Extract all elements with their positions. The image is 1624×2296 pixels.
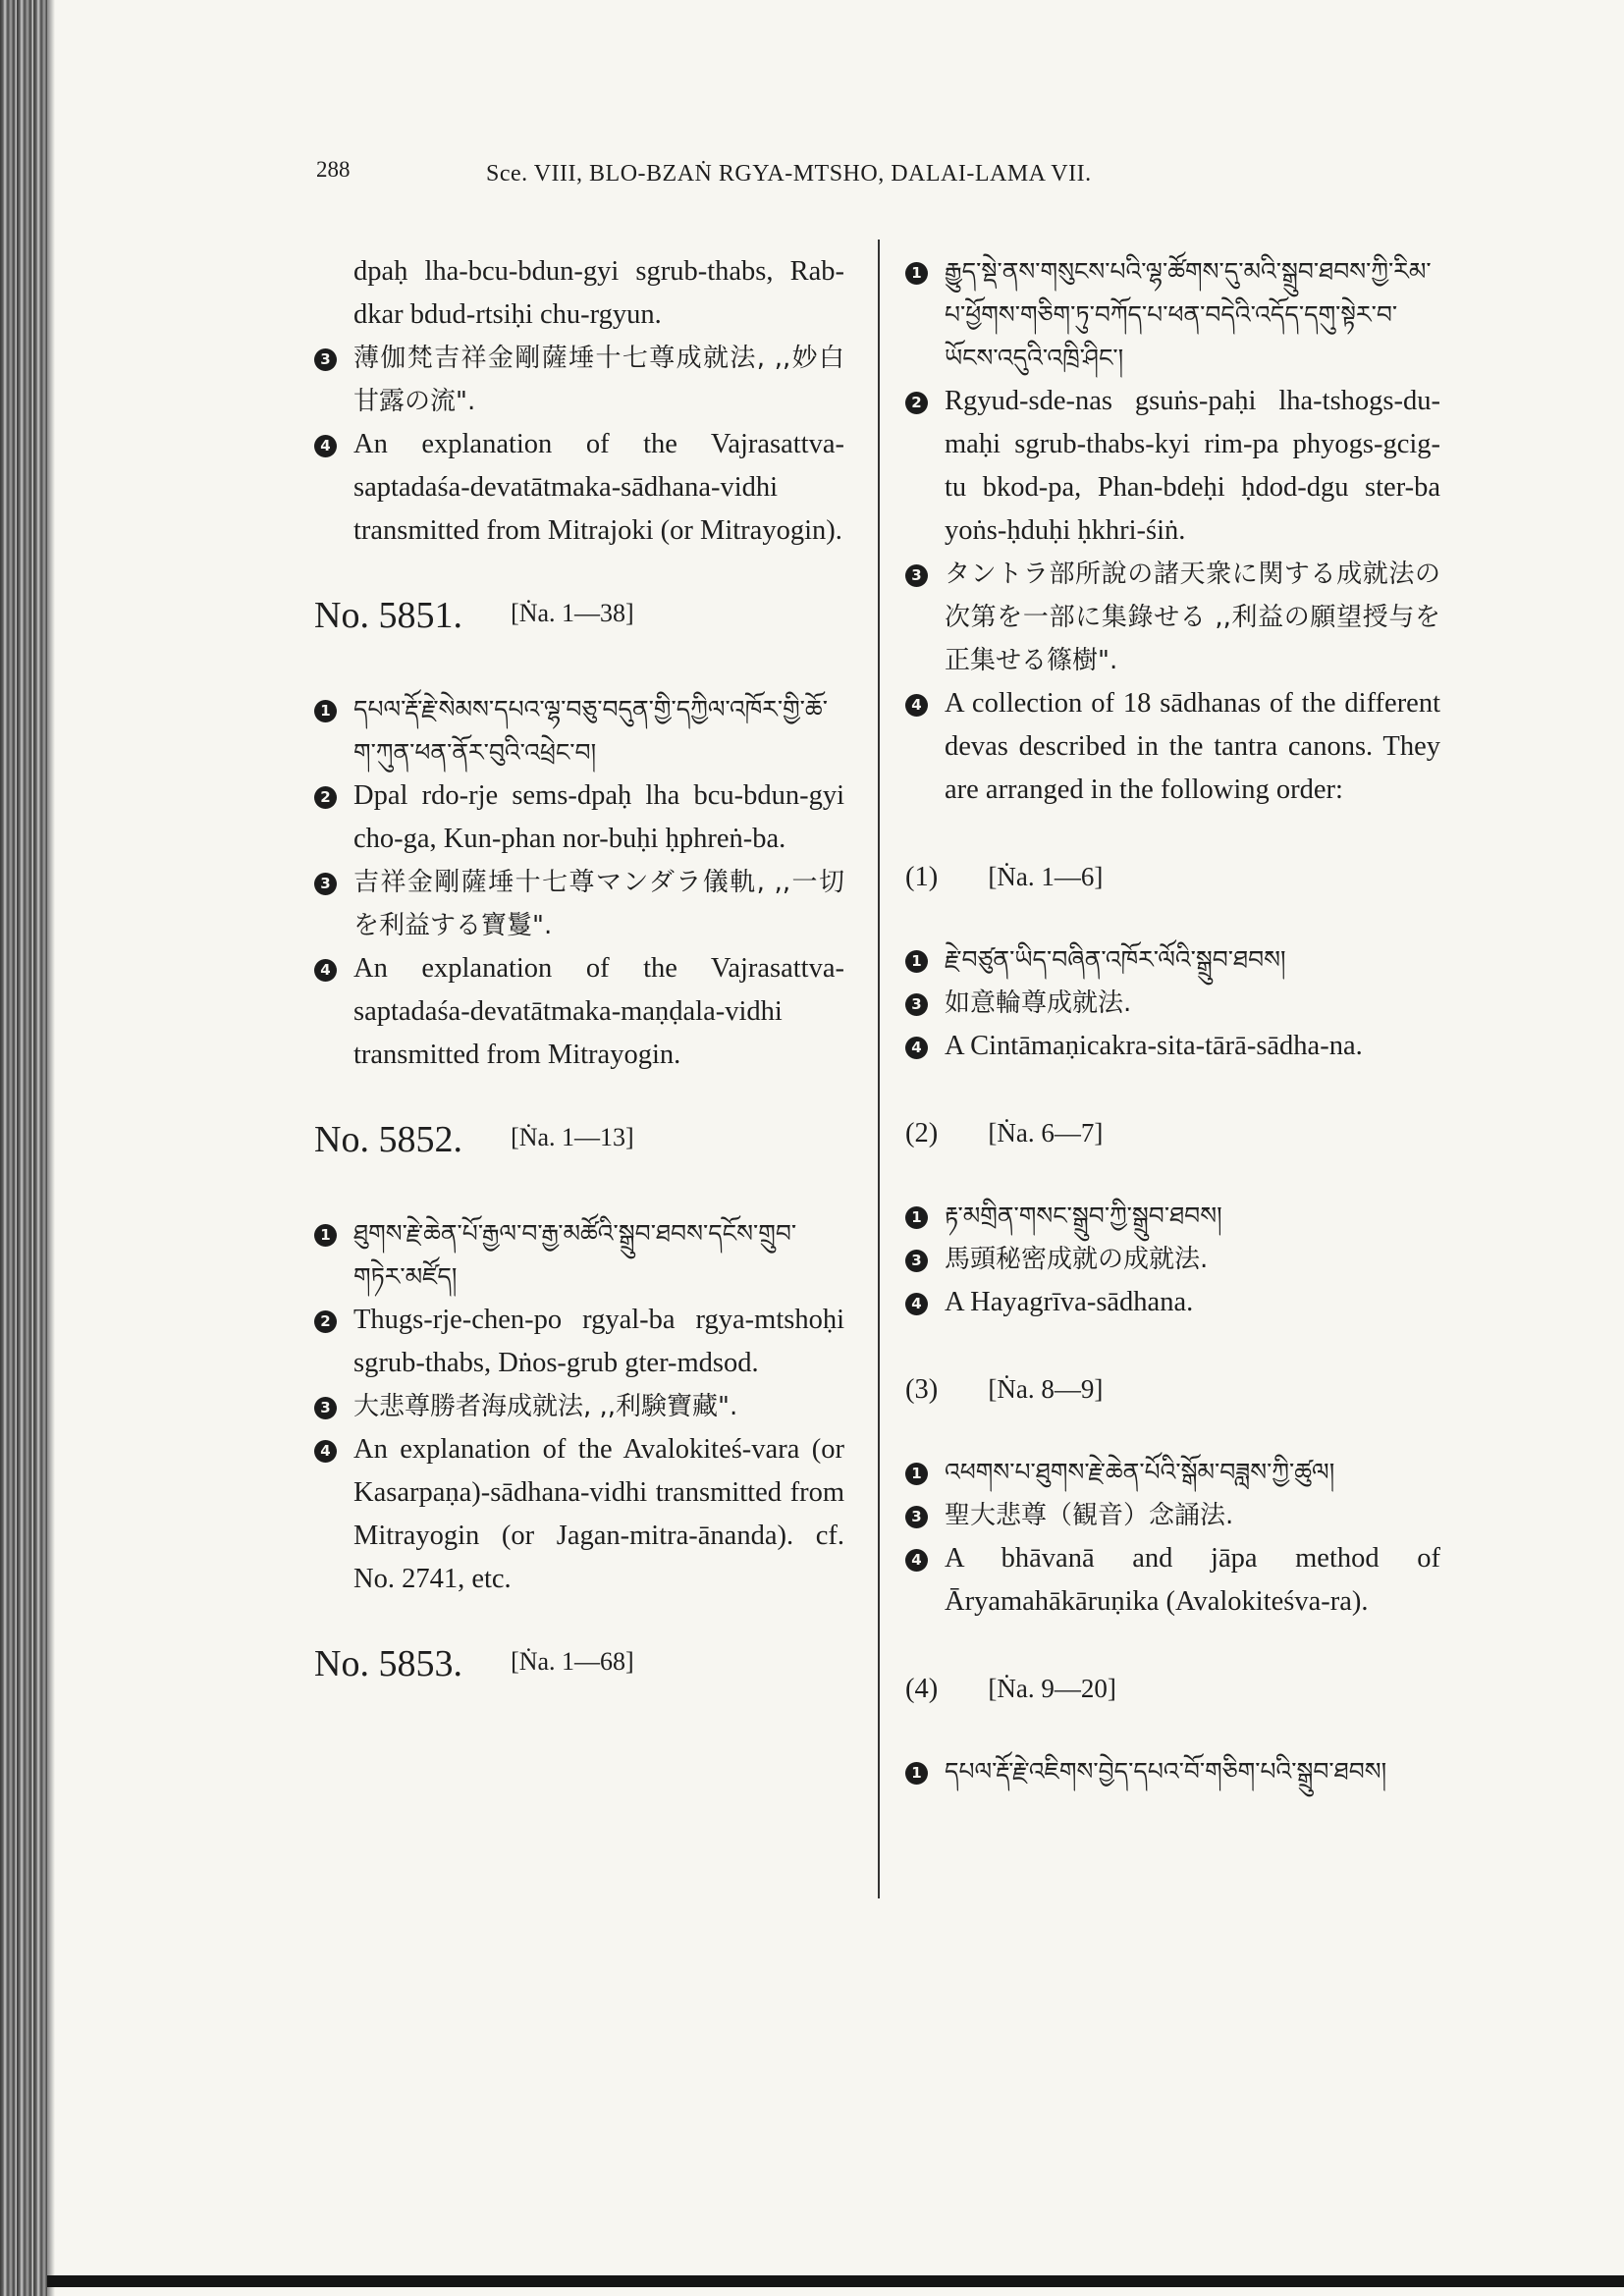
tibetan-title: རྗེ་བཙུན་ཡིད་བཞིན་འཁོར་ལོའི་སྒྲུབ་ཐབས།: [945, 945, 1286, 974]
folio-reference: [Ṅa. 8—9]: [988, 1374, 1104, 1404]
folio-reference: [Ṅa. 1—38]: [511, 599, 634, 627]
left-column: [314, 250, 844, 1736]
marker-2-icon: 2: [314, 786, 337, 809]
japanese-title: 如意輪尊成就法.: [945, 988, 1132, 1018]
marker-4-icon: 4: [905, 1549, 928, 1572]
entry-5852-tibetan: [314, 1212, 844, 1299]
marker-1-icon: 1: [905, 1463, 928, 1485]
entry-5852-heading: [314, 1116, 844, 1165]
entry-5853-tibetan: [905, 250, 1440, 380]
japanese-title: 馬頭秘密成就の成就法.: [945, 1245, 1209, 1274]
entry-5852-japanese: [314, 1385, 844, 1428]
marker-2-icon: 2: [314, 1310, 337, 1333]
group-1-tibetan: [905, 938, 1440, 982]
folio-reference: [Ṅa. 1—68]: [511, 1647, 634, 1676]
japanese-title: 吉祥金剛薩埵十七尊マンダラ儀軌, ,,一切を利益する寶鬘".: [353, 868, 844, 940]
marker-4-icon: 4: [314, 435, 337, 457]
continued-english: [314, 423, 844, 553]
folio-reference: [Ṅa. 9—20]: [988, 1674, 1116, 1703]
english-description: A collection of 18 sādhanas of the different devas described in the tantra canons. They are arranged in the following order:: [945, 688, 1440, 805]
group-2-heading: [905, 1111, 1440, 1155]
entry-5851-english: [314, 947, 844, 1077]
entry-number: No. 5853.: [314, 1643, 462, 1684]
group-3-heading: [905, 1367, 1440, 1412]
english-description: A bhāvanā and jāpa method of Āryamahākāruṇika (Avalokiteśva-ra).: [945, 1543, 1440, 1617]
right-column: [905, 250, 1440, 1793]
marker-4-icon: 4: [314, 959, 337, 982]
marker-4-icon: 4: [905, 1037, 928, 1059]
group-1-heading: [905, 855, 1440, 899]
entry-5853-japanese: [905, 553, 1440, 682]
group-2-tibetan: [905, 1195, 1440, 1238]
english-description: An explanation of the Avalokiteś-vara (or Kasarpaṇa)-sādhana-vidhi transmitted from Mitrayogin (or Jagan-mitra-ānanda). cf. No. 2741, etc.: [353, 1434, 844, 1594]
marker-3-icon: 3: [905, 564, 928, 587]
entry-5852-romanized: [314, 1299, 844, 1385]
group-3-english: [905, 1537, 1440, 1624]
page-bottom-edge: [47, 2275, 1624, 2287]
tibetan-title: རྒྱུད་སྡེ་ནས་གསུངས་པའི་ལྷ་ཚོགས་དུ་མའི་སྒྲུབ་ཐབས་ཀྱི་རིམ་པ་ཕྱོགས་གཅིག་ཏུ་བཀོད་པ་ཕན་བདེའི་འདོད་དགུ་སྟེར་བ་ཡོངས་འདུའི་འཁྲི་ཤིང་།: [945, 257, 1432, 372]
marker-1-icon: 1: [905, 262, 928, 285]
folio-reference: [Ṅa. 1—13]: [511, 1123, 634, 1151]
marker-3-icon: 3: [314, 348, 337, 371]
tibetan-title: དཔལ་རྡོ་རྗེ་འཇིགས་བྱེད་དཔའ་བོ་གཅིག་པའི་སྒྲུབ་ཐབས།: [945, 1757, 1387, 1786]
entry-5852-english: [314, 1428, 844, 1601]
continued-japanese: [314, 337, 844, 423]
group-1-english: [905, 1025, 1440, 1068]
entry-number: No. 5851.: [314, 595, 462, 636]
entry-5851-heading: [314, 592, 844, 641]
romanized-title: Dpal rdo-rje sems-dpaḥ lha bcu-bdun-gyi cho-ga, Kun-phan nor-buḥi ḥphreṅ-ba.: [353, 780, 844, 854]
entry-5851-japanese: [314, 861, 844, 947]
japanese-title: 大悲尊勝者海成就法, ,,利験寶藏".: [353, 1392, 738, 1421]
marker-3-icon: 3: [314, 873, 337, 895]
marker-3-icon: 3: [314, 1397, 337, 1419]
entry-5853-romanized: [905, 380, 1440, 553]
entry-5851-tibetan: [314, 688, 844, 774]
marker-4-icon: 4: [314, 1440, 337, 1463]
marker-1-icon: 1: [314, 700, 337, 722]
folio-reference: [Ṅa. 6—7]: [988, 1118, 1104, 1148]
group-3-tibetan: [905, 1451, 1440, 1494]
group-1-japanese: [905, 982, 1440, 1025]
group-2-japanese: [905, 1238, 1440, 1281]
tibetan-title: འཕགས་པ་ཐུགས་རྗེ་ཆེན་པོའི་སྒོམ་བཟླས་ཀྱི་ཚུལ།: [945, 1458, 1335, 1486]
marker-1-icon: 1: [314, 1224, 337, 1247]
running-head: Sce. VIII, BLO-BZAṄ RGYA-MTSHO, DALAI-LAMA VII.: [486, 161, 1092, 187]
marker-4-icon: 4: [905, 1293, 928, 1315]
group-label: (1): [905, 862, 939, 892]
entry-number: No. 5852.: [314, 1119, 462, 1160]
tibetan-title: རྟ་མགྲིན་གསང་སྒྲུབ་ཀྱི་སྒྲུབ་ཐབས།: [945, 1201, 1222, 1230]
japanese-title: 薄伽梵吉祥金剛薩埵十七尊成就法, ,,妙白甘露の流".: [353, 344, 844, 416]
group-4-heading: [905, 1667, 1440, 1711]
english-description: An explanation of the Vajrasattva-saptadaśa-devatātmaka-sādhana-vidhi transmitted from Mitrajoki (or Mitrayogin).: [353, 429, 844, 546]
group-2-english: [905, 1281, 1440, 1324]
entry-5853-english: [905, 682, 1440, 812]
english-description: A Cintāmaṇicakra-sita-tārā-sādha-na.: [945, 1031, 1363, 1061]
romanized-title: Thugs-rje-chen-po rgyal-ba rgya-mtshoḥi sgrub-thabs, Dṅos-grub gter-mdsod.: [353, 1305, 844, 1378]
group-3-japanese: [905, 1494, 1440, 1537]
group-label: (2): [905, 1118, 939, 1148]
marker-4-icon: 4: [905, 694, 928, 717]
marker-1-icon: 1: [905, 1762, 928, 1785]
page-number: 288: [316, 157, 351, 182]
group-label: (3): [905, 1374, 939, 1405]
column-divider: [878, 240, 880, 1898]
tibetan-title: དཔལ་རྡོ་རྗེ་སེམས་དཔའ་ལྷ་བཅུ་བདུན་གྱི་དཀྱིལ་འཁོར་གྱི་ཆོ་ག་ཀུན་ཕན་ནོར་བུའི་འཕྲེང་བ།: [353, 695, 828, 767]
marker-3-icon: 3: [905, 1250, 928, 1272]
entry-5851-romanized: [314, 774, 844, 861]
english-description: An explanation of the Vajrasattva-saptadaśa-devatātmaka-maṇḍala-vidhi transmitted from Mitrayogin.: [353, 953, 844, 1070]
marker-3-icon: 3: [905, 1506, 928, 1528]
marker-1-icon: 1: [905, 950, 928, 973]
marker-1-icon: 1: [905, 1206, 928, 1229]
book-binding-edge: [0, 0, 47, 2296]
tibetan-title: ཐུགས་རྗེ་ཆེན་པོ་རྒྱལ་བ་རྒྱ་མཚོའི་སྒྲུབ་ཐབས་དངོས་གྲུབ་གཏེར་མཛོད།: [353, 1219, 797, 1291]
entry-5853-heading: [314, 1640, 844, 1689]
japanese-title: 聖大悲尊（観音）念誦法.: [945, 1501, 1234, 1530]
marker-2-icon: 2: [905, 392, 928, 414]
folio-reference: [Ṅa. 1—6]: [988, 862, 1104, 891]
group-label: (4): [905, 1674, 939, 1704]
marker-3-icon: 3: [905, 993, 928, 1016]
english-description: A Hayagrīva-sādhana.: [945, 1287, 1194, 1317]
group-4-tibetan: [905, 1750, 1440, 1793]
japanese-title: タントラ部所說の諸天衆に関する成就法の次第を一部に集錄せる ,,利益の願望授与を正集せる篠樹".: [945, 560, 1440, 675]
binding-shadow: [47, 0, 55, 2296]
romanized-title: Rgyud-sde-nas gsuṅs-paḥi lha-tshogs-du-maḥi sgrub-thabs-kyi rim-pa phyogs-gcig-tu bkod-pa, Phan-bdeḥi ḥdod-dgu ster-ba yoṅs-ḥduḥi ḥkhri-śiṅ.: [945, 386, 1440, 546]
continued-title: dpaḥ lha-bcu-bdun-gyi sgrub-thabs, Rab-dkar bdud-rtsiḥi chu-rgyun.: [353, 256, 844, 330]
